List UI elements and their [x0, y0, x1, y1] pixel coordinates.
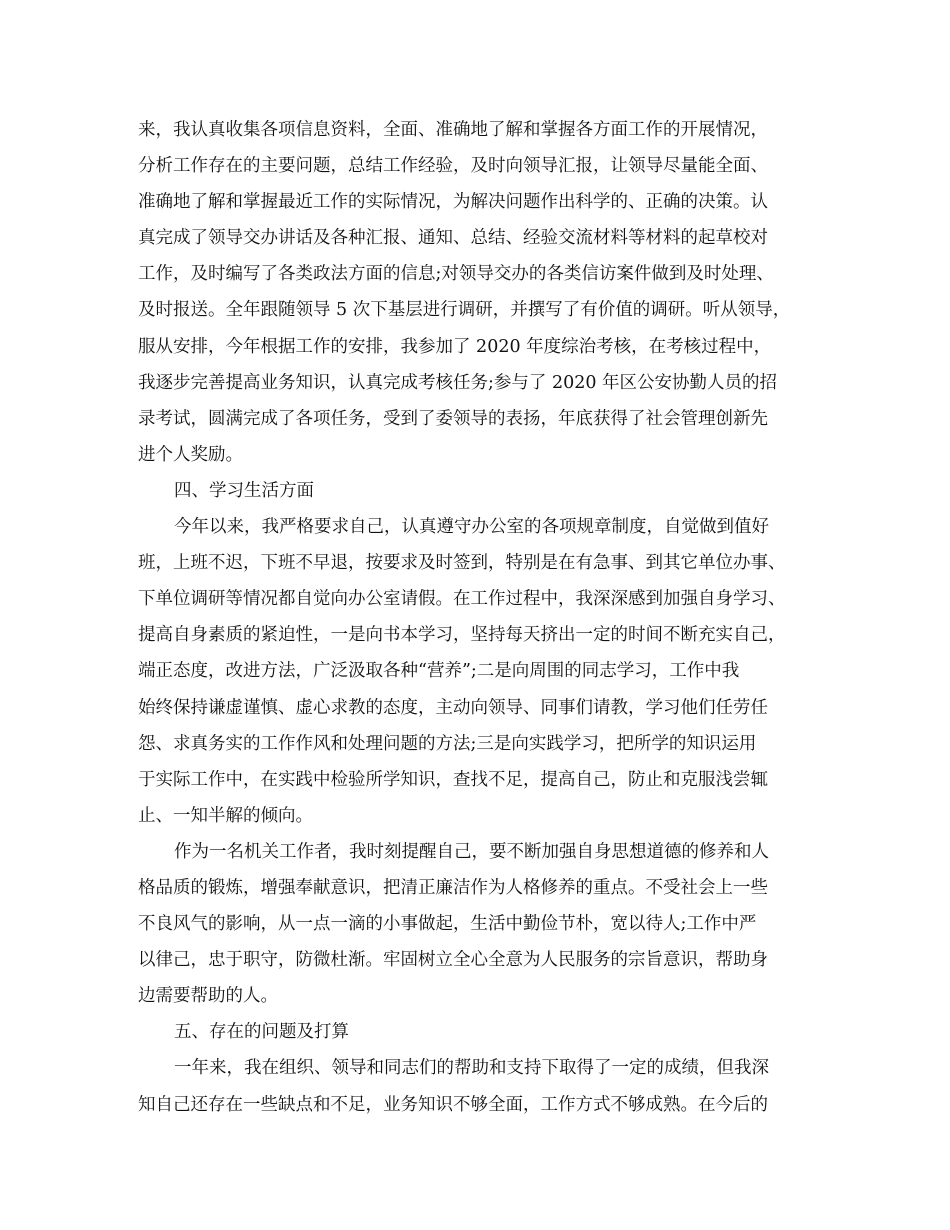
text-line: 止、一知半解的倾向。: [138, 805, 313, 826]
paragraph-start-line: 四、学习生活方面: [174, 480, 314, 501]
document-body: [138, 112, 828, 1123]
text-line: 以律己，忠于职守，防微杜渐。牢固树立全心全意为人民服务的宗旨意识，帮助身: [138, 950, 768, 971]
text-line: 分析工作存在的主要问题，总结工作经验，及时向领导汇报，让领导尽量能全面、: [138, 156, 768, 177]
text-line: 提高自身素质的紧迫性，一是向书本学习，坚持每天挤出一定的时间不断充实自己，: [138, 625, 786, 646]
text-line: 及时报送。全年跟随领导 5 次下基层进行调研，并撰写了有价值的调研。听从领导，: [138, 300, 791, 321]
text-line: 班，上班不迟，下班不早退，按要求及时签到，特别是在有急事、到其它单位办事、: [138, 553, 786, 574]
text-line: 进个人奖励。: [138, 444, 243, 465]
text-line: 准确地了解和掌握最近工作的实际情况，为解决问题作出科学的、正确的决策。认: [138, 192, 768, 213]
text-line: 服从安排，今年根据工作的安排，我参加了 2020 年度综治考核，在考核过程中，: [138, 336, 772, 357]
paragraph-start-line: 今年以来，我严格要求自己，认真遵守办公室的各项规章制度，自觉做到值好: [174, 517, 769, 538]
text-line: 始终保持谦虚谨慎、虚心求教的态度，主动向领导、同事们请教，学习他们任劳任: [138, 697, 768, 718]
paragraph-start-line: 五、存在的问题及打算: [174, 1022, 349, 1043]
text-line: 端正态度，改进方法，广泛汲取各种“营养”;二是向周围的同志学习，工作中我: [138, 661, 740, 682]
text-line: 知自己还存在一些缺点和不足，业务知识不够全面，工作方式不够成熟。在今后的: [138, 1094, 768, 1115]
text-line: 录考试，圆满完成了各项任务，受到了委领导的表扬，年底获得了社会管理创新先: [138, 408, 768, 429]
text-line: 边需要帮助的人。: [138, 986, 278, 1007]
paragraph-start-line: 一年来，我在组织、领导和同志们的帮助和支持下取得了一定的成绩，但我深: [174, 1058, 769, 1079]
text-line: 下单位调研等情况都自觉向办公室请假。在工作过程中，我深深感到加强自身学习、: [138, 589, 786, 610]
text-line: 我逐步完善提高业务知识，认真完成考核任务;参与了 2020 年区公安协勤人员的招: [138, 372, 778, 393]
text-line: 来，我认真收集各项信息资料，全面、准确地了解和掌握各方面工作的开展情况，: [138, 120, 768, 140]
paragraph-start-line: 作为一名机关工作者，我时刻提醒自己，要不断加强自身思想道德的修养和人: [174, 841, 769, 862]
text-line: 怨、求真务实的工作作风和处理问题的方法;三是向实践学习，把所学的知识运用: [138, 733, 757, 754]
text-line: 工作，及时编写了各类政法方面的信息;对领导交办的各类信访案件做到及时处理、: [138, 264, 774, 285]
text-line: 真完成了领导交办讲话及各种汇报、通知、总结、经验交流材料等材料的起草校对: [138, 228, 768, 249]
text-line: 不良风气的影响，从一点一滴的小事做起，生活中勤俭节朴，宽以待人;工作中严: [138, 914, 757, 935]
text-line: 于实际工作中，在实践中检验所学知识，查找不足，提高自己，防止和克服浅尝辄: [138, 769, 768, 790]
text-line: 格品质的锻炼，增强奉献意识，把清正廉洁作为人格修养的重点。不受社会上一些: [138, 877, 768, 898]
